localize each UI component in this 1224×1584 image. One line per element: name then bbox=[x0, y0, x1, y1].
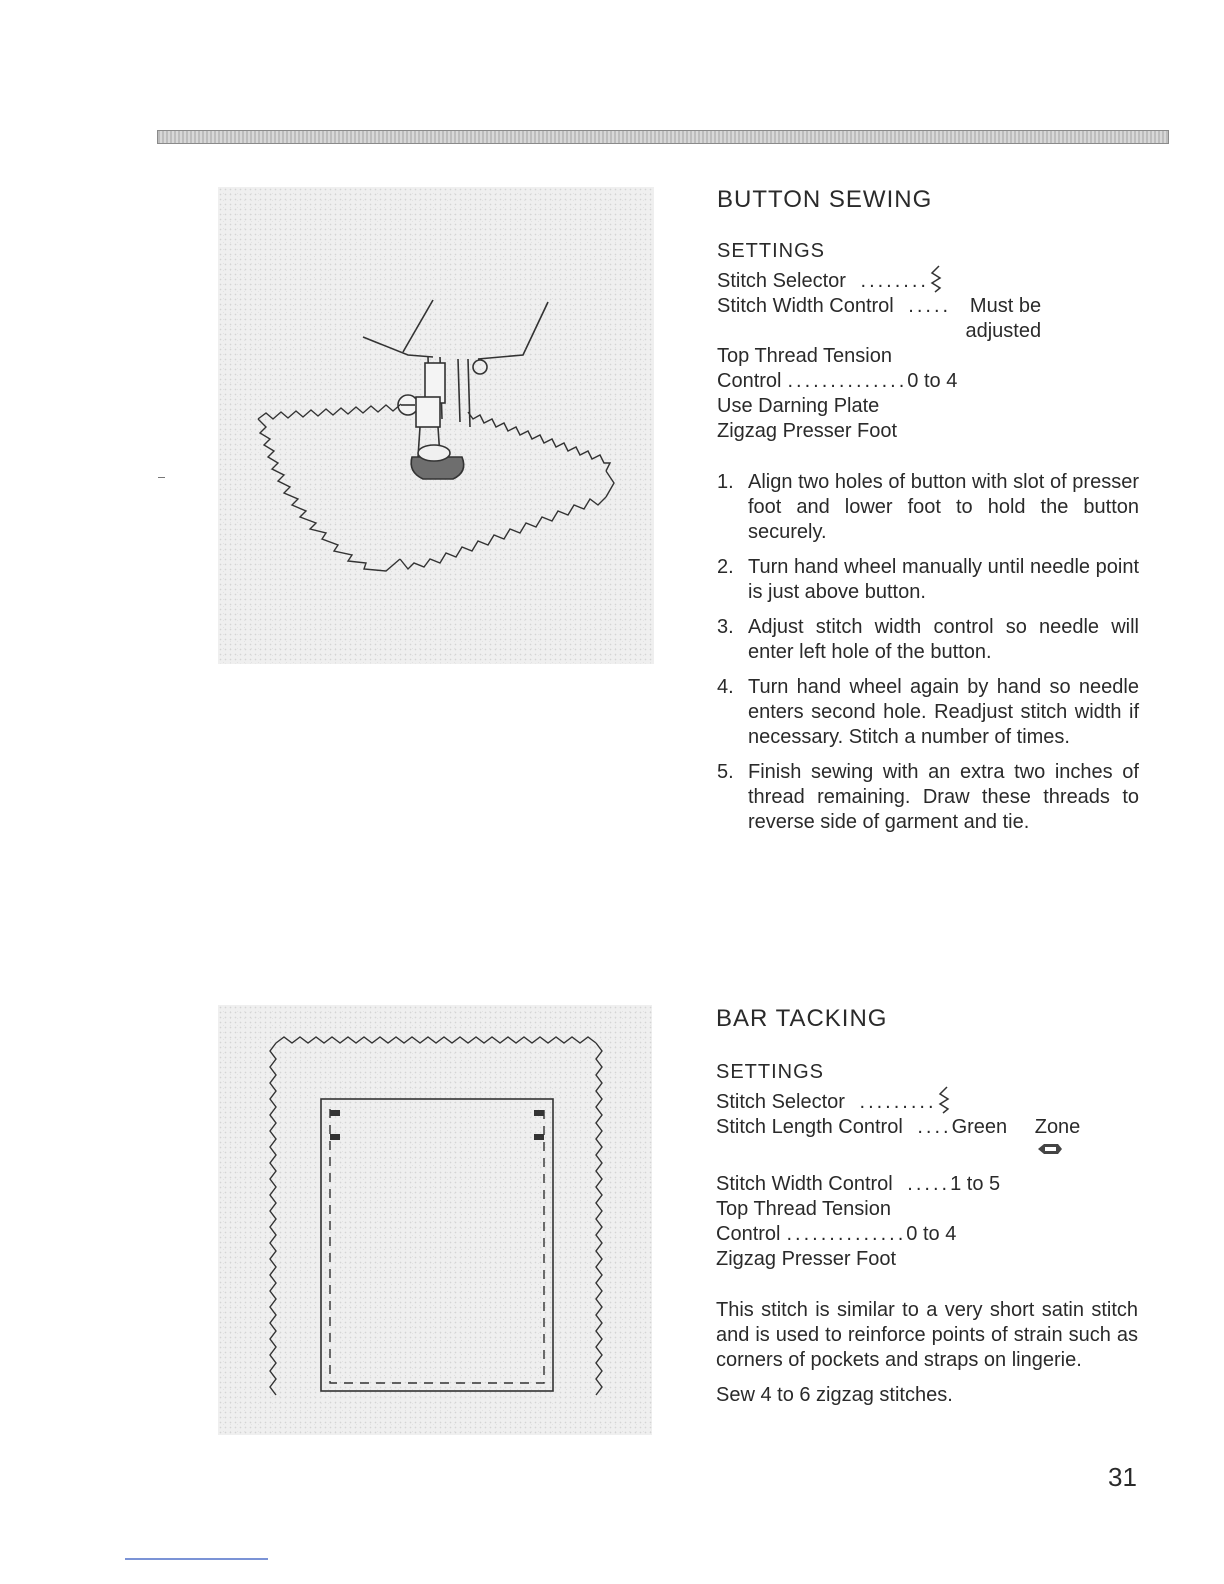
leader-dots: .............. bbox=[786, 1223, 907, 1245]
settings-heading: SETTINGS bbox=[717, 240, 826, 262]
top-thread-value: 0 to 4 bbox=[907, 370, 958, 392]
stitch-width-value: Must be adjusted bbox=[965, 295, 1042, 342]
button-sewing-section bbox=[717, 186, 1139, 845]
button-sewing-steps bbox=[717, 470, 1139, 835]
bar-tack-mark bbox=[534, 1110, 544, 1116]
stitch-width-row bbox=[717, 294, 1139, 344]
stitch-width-value: 1 to 5 bbox=[950, 1173, 1001, 1195]
list-item: 5. Finish sewing with an extra two inches of thread remaining. Draw these threads to reverse side of garment and tie. bbox=[717, 761, 1139, 833]
stitch-width-row bbox=[716, 1172, 1138, 1197]
list-item: 1. Align two holes of button with slot of presser foot and lower foot to hold the button securely. bbox=[717, 471, 1139, 543]
button-sewing-settings bbox=[717, 238, 1139, 444]
top-thread-value: 0 to 4 bbox=[906, 1223, 957, 1245]
leader-dots: .............. bbox=[787, 370, 908, 392]
presser-foot-text: Zigzag Presser Foot bbox=[717, 420, 898, 442]
top-thread-control-label: Control bbox=[717, 370, 782, 392]
pocket-diagram bbox=[218, 1005, 652, 1435]
button-sewing-illustration bbox=[218, 187, 654, 664]
stitch-length-value: Green Zone bbox=[951, 1116, 1081, 1138]
presser-foot-drawing bbox=[218, 187, 654, 664]
list-item: 4. Turn hand wheel again by hand so needle enters second hole. Readjust stitch width if necessary. Stitch a number of times. bbox=[717, 676, 1139, 748]
top-thread-control-label: Control bbox=[716, 1223, 781, 1245]
top-thread-label: Top Thread Tension bbox=[716, 1198, 891, 1220]
top-thread-label: Top Thread Tension bbox=[717, 345, 892, 367]
zigzag-stitch-icon bbox=[937, 1085, 951, 1115]
stitch-width-label: Stitch Width Control bbox=[717, 295, 894, 317]
green-zone-marker bbox=[716, 1140, 1138, 1172]
bar-tack-mark bbox=[330, 1110, 340, 1116]
margin-mark bbox=[158, 477, 165, 478]
stitch-length-row bbox=[716, 1115, 1138, 1140]
bar-tack-mark bbox=[330, 1134, 340, 1140]
bar-tacking-settings bbox=[716, 1059, 1138, 1272]
bar-tacking-instruction: Sew 4 to 6 zigzag stitches. bbox=[716, 1384, 953, 1406]
bar-tacking-illustration bbox=[218, 1005, 652, 1435]
zigzag-stitch-icon bbox=[929, 264, 943, 294]
top-thread-row bbox=[717, 369, 1139, 394]
leader-dots: ..... bbox=[898, 1173, 951, 1195]
page-number: 31 bbox=[1108, 1462, 1137, 1492]
button-sewing-title: BUTTON SEWING bbox=[717, 186, 933, 213]
bar-tacking-title: BAR TACKING bbox=[716, 1005, 888, 1032]
stitch-length-label: Stitch Length Control bbox=[716, 1116, 903, 1138]
footer-rule bbox=[125, 1558, 268, 1560]
top-thread-row bbox=[716, 1222, 1138, 1247]
stitch-selector-label: Stitch Selector bbox=[717, 270, 846, 292]
bar-tacking-description: This stitch is similar to a very short satin stitch and is used to reinforce points of strain such as corners of pockets and straps on lingerie. bbox=[716, 1299, 1138, 1371]
presser-foot-text: Zigzag Presser Foot bbox=[716, 1248, 897, 1270]
header-rule bbox=[157, 130, 1169, 144]
stitch-width-label: Stitch Width Control bbox=[716, 1173, 893, 1195]
bar-tack-mark bbox=[534, 1134, 544, 1140]
darning-plate-text: Use Darning Plate bbox=[717, 395, 880, 417]
leader-dots: ..... bbox=[899, 295, 952, 317]
stitch-selector-row bbox=[716, 1085, 1138, 1115]
list-item: 3. Adjust stitch width control so needle will enter left hole of the button. bbox=[717, 616, 1139, 663]
settings-heading: SETTINGS bbox=[716, 1061, 825, 1083]
leader-dots: ........ bbox=[851, 270, 929, 292]
green-zone-icon bbox=[1036, 1141, 1064, 1157]
leader-dots: .... bbox=[908, 1116, 952, 1138]
list-item: 2. Turn hand wheel manually until needle point is just above button. bbox=[717, 556, 1139, 603]
leader-dots: ......... bbox=[850, 1091, 937, 1113]
bar-tacking-section bbox=[716, 1005, 1138, 1418]
stitch-selector-label: Stitch Selector bbox=[716, 1091, 845, 1113]
stitch-selector-row bbox=[717, 264, 1139, 294]
